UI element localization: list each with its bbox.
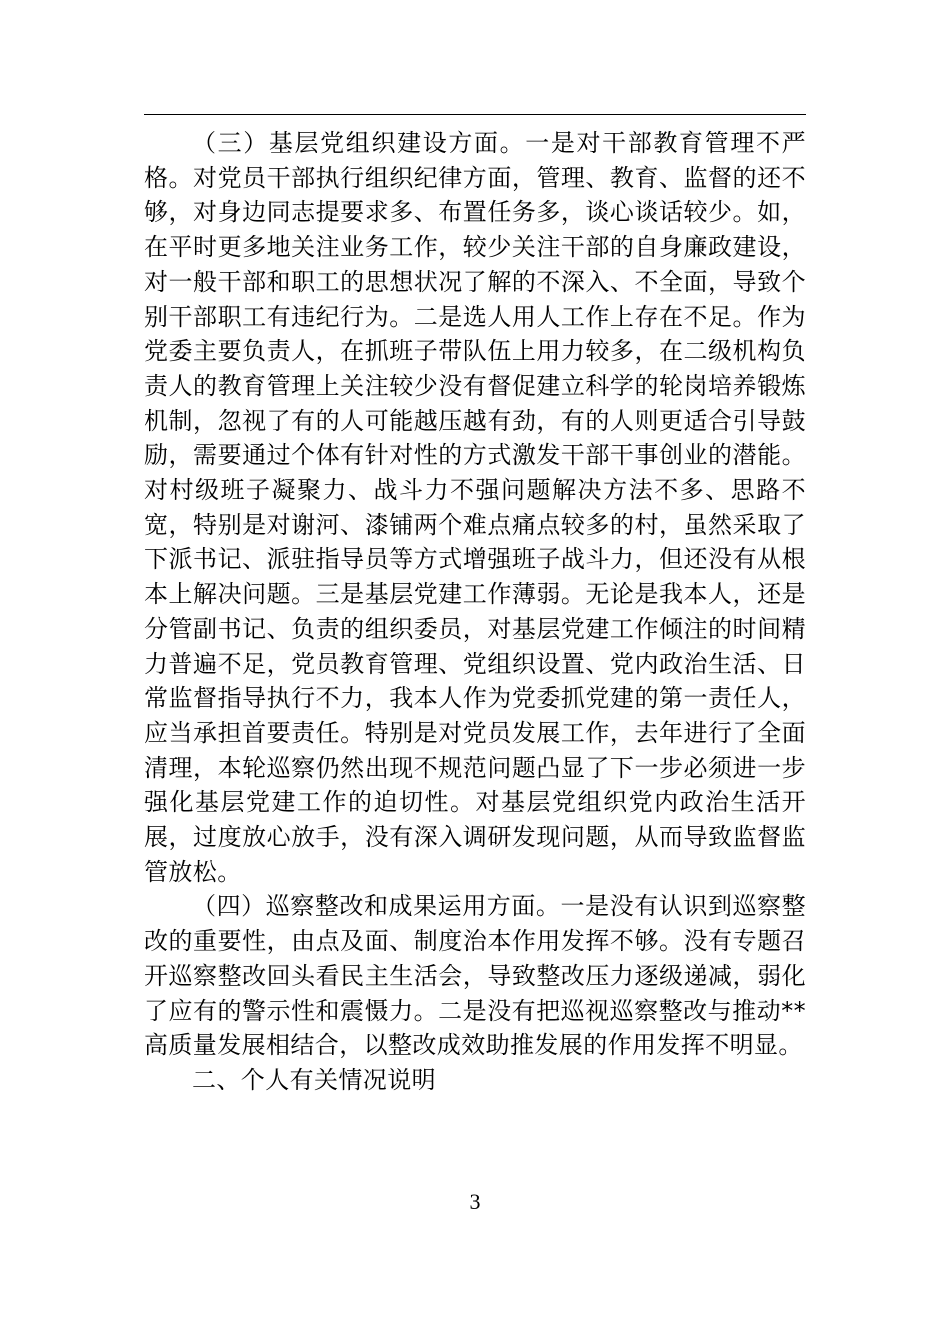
- page-number: 3: [469, 1189, 481, 1214]
- section-heading: 二、个人有关情况说明: [192, 1065, 436, 1094]
- document-body: [144, 126, 806, 1098]
- header-rule: [144, 114, 806, 115]
- paragraph-inspection-rectification: （四）巡察整改和成果运用方面。一是没有认识到巡察整改的重要性，由点及面、制度治本作用发挥不够。没有专题召开巡察整改回头看民主生活会，导致整改压力逐级递减，弱化了应有的警示性和震慑力。二是没有把巡视巡察整改与推动**高质量发展相结合，以整改成效助推发展的作用发挥不明显。: [144, 892, 806, 1060]
- paragraph-grassroots-party-building: （三）基层党组织建设方面。一是对干部教育管理不严格。对党员干部执行组织纪律方面，管理、教育、监督的还不够，对身边同志提要求多、布置任务多，谈心谈话较少。如，在平时更多地关注业务工作，较少关注干部的自身廉政建设，对一般干部和职工的思想状况了解的不深入、不全面，导致个别干部职工有违纪行为。二是选人用人工作上存在不足。作为党委主要负责人，在抓班子带队伍上用力较多，在二级机构负责人的教育管理上关注较少没有督促建立科学的轮岗培养锻炼机制，忽视了有的人可能越压越有劲，有的人则更适合引导鼓励，需要通过个体有针对性的方式激发干部干事创业的潜能。对村级班子凝聚力、战斗力不强问题解决方法不多、思路不宽，特别是对谢河、漆铺两个难点痛点较多的村，虽然采取了下派书记、派驻指导员等方式增强班子战斗力，但还没有从根本上解决问题。三是基层党建工作薄弱。无论是我本人，还是分管副书记、负责的组织委员，对基层党建工作倾注的时间精力普遍不足，党员教育管理、党组织设置、党内政治生活、日常监督指导执行不力，我本人作为党委抓党建的第一责任人，应当承担首要责任。特别是对党员发展工作，去年进行了全面清理，本轮巡察仍然出现不规范问题凸显了下一步必须进一步强化基层党建工作的迫切性。对基层党组织党内政治生活开展，过度放心放手，没有深入调研发现问题，从而导致监督监管放松。: [144, 129, 806, 886]
